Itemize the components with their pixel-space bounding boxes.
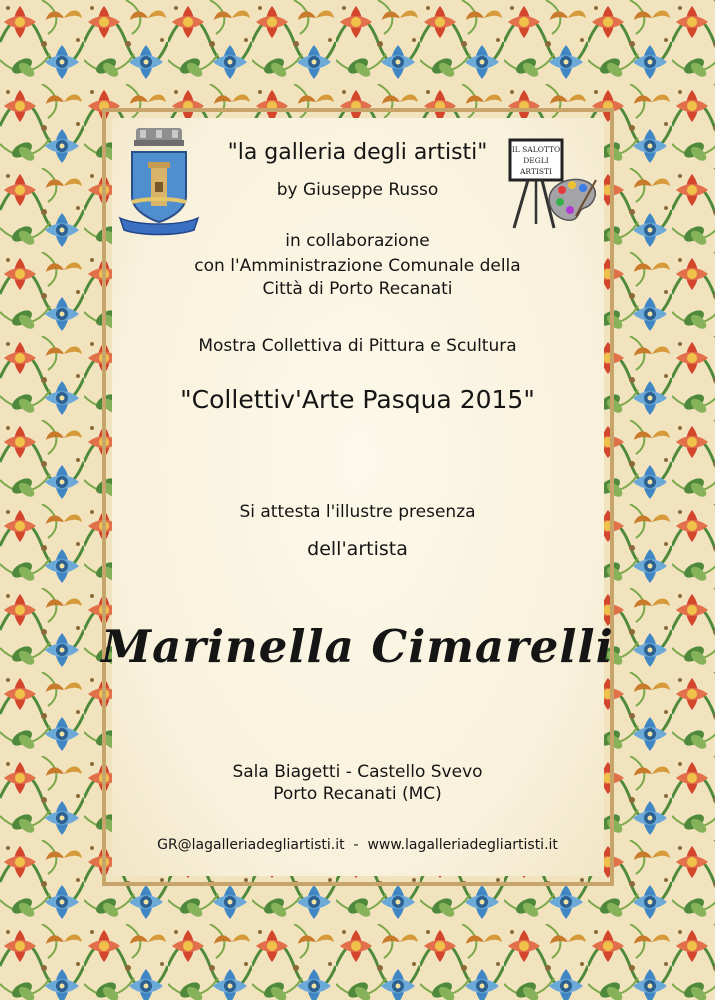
logo-text-line-1: IL SALOTTO <box>511 145 561 154</box>
logo-text-line-2: DEGLI <box>523 156 549 165</box>
contact-line: GR@lagalleriadegliartisti.it - www.lagalleriadegliartisti.it <box>157 837 558 853</box>
collaboration-line: con l'Amministrazione Comunale della <box>194 256 521 276</box>
artist-name: Marinella Cimarelli <box>101 620 614 673</box>
exhibition-title: "Collettiv'Arte Pasqua 2015" <box>180 385 535 414</box>
attestation-line: Si attesta l'illustre presenza <box>239 502 476 522</box>
venue-line: Porto Recanati (MC) <box>273 784 442 804</box>
gallery-owner: by Giuseppe Russo <box>276 180 439 200</box>
attestation-line: dell'artista <box>307 538 408 560</box>
collaboration-line: Città di Porto Recanati <box>262 279 453 299</box>
collaboration-line: in collaborazione <box>285 231 430 251</box>
venue-line: Sala Biagetti - Castello Svevo <box>232 762 483 782</box>
exhibition-type: Mostra Collettiva di Pittura e Scultura <box>198 336 517 356</box>
logo-text-line-3: ARTISTI <box>520 167 552 176</box>
gallery-name: "la galleria degli artisti" <box>227 140 488 165</box>
